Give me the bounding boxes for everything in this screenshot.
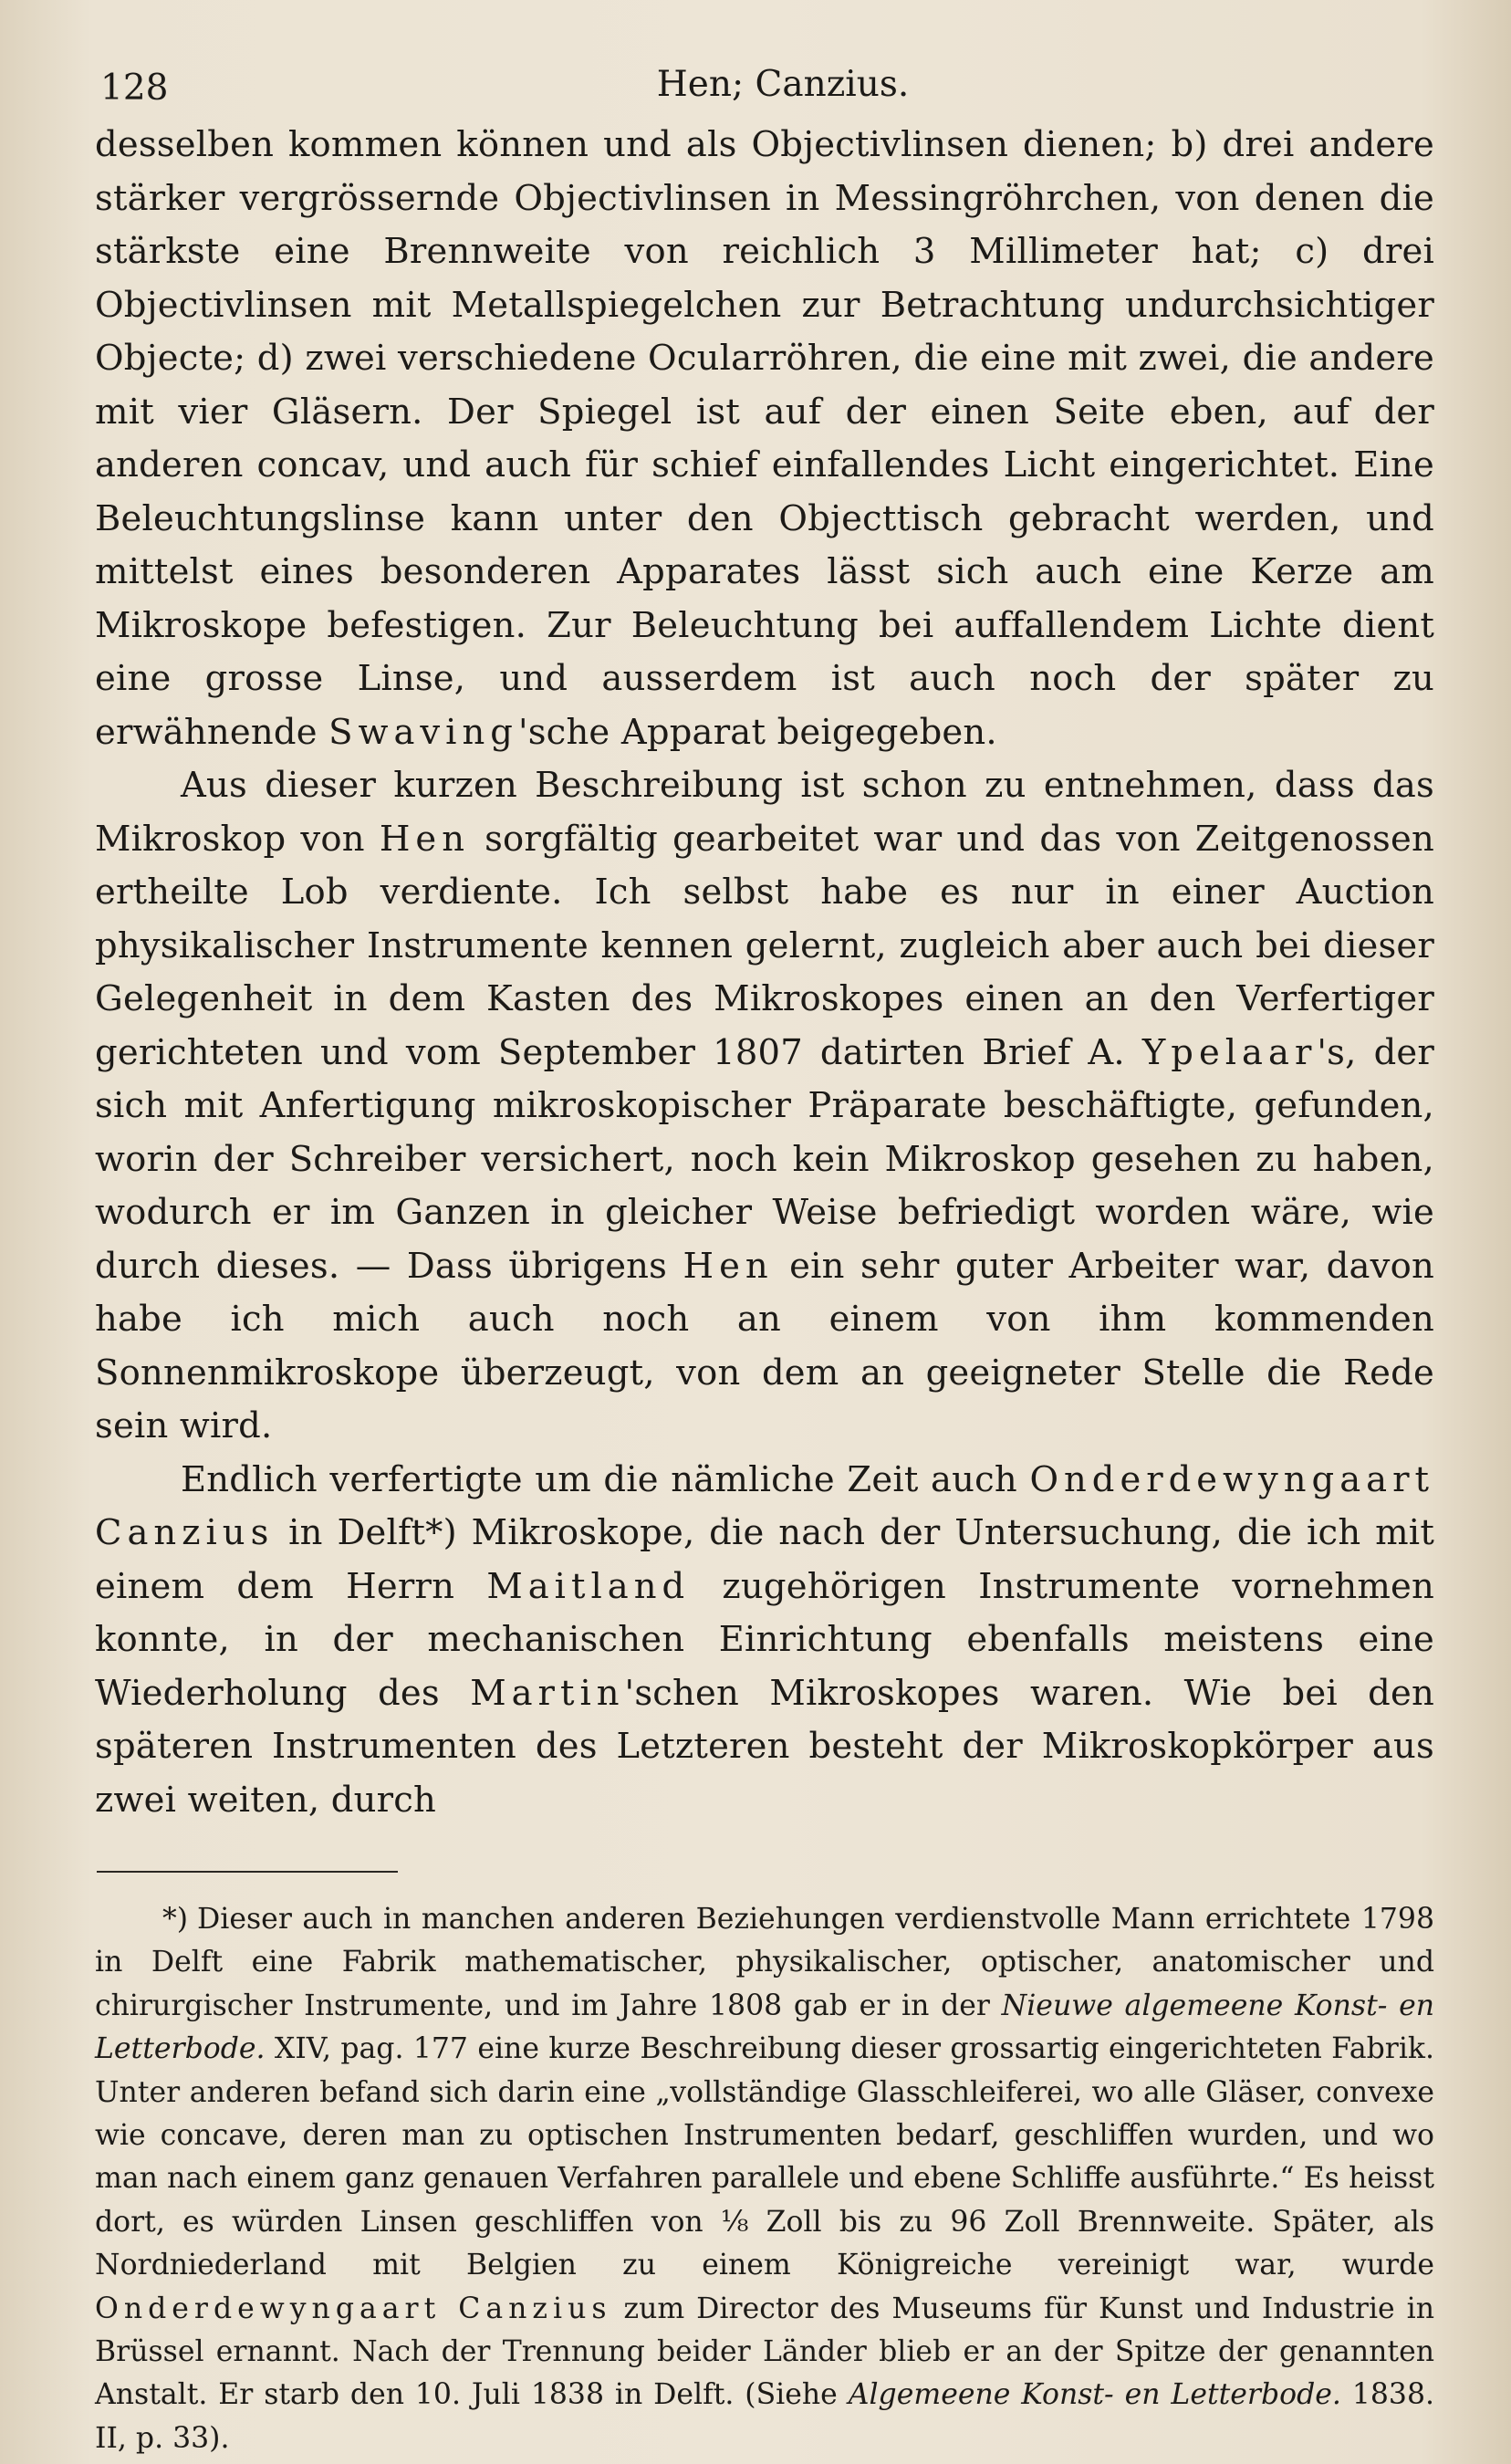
footnote-divider (97, 1871, 398, 1873)
main-text (95, 119, 1434, 1827)
text-run: 'schen Mikroskopes waren. Wie bei den späteren Instrumenten des Letzteren besteht der Mikroskopkörper aus zwei weiten, durch (95, 1672, 1435, 1821)
paragraph-1 (95, 119, 1434, 759)
text-run: desselben kommen können und als Objectivlinsen dienen; b) drei andere stärker vergrössernde Objectivlinsen in Messingröhrchen, von denen die stärkste eine Brennweite von reichlich 3 Millimeter hat; c) drei Objectivlinsen mit Metallspiegelchen zur Betrachtung undurchsichtiger Objecte; d) zwei verschiedene Ocularröhren, die eine mit zwei, die andere mit vier Gläsern. Der Spiegel ist auf der einen Seite eben, auf der anderen concav, und auch für schief einfallendes Licht eingerichtet. Eine Beleuchtungslinse kann unter den Objecttisch gebracht werden, und mittelst eines besonderen Apparates lässt sich auch eine Kerze am Mikroskope befestigen. Zur Beleuchtung bei auffallendem Lichte dient eine grosse Linse, und ausserdem ist auch noch der später zu erwähnende (95, 124, 1434, 753)
text-run: XIV, pag. 177 eine kurze Beschreibung dieser grossartig eingerichteten Fabrik. Unter anderen befand sich darin eine „vollständige Glasschleiferei, wo alle Gläser, convexe wie concave, deren man zu optischen Instrumenten bedarf, geschliffen wurden, und wo man nach einem ganz genauen Verfahren parallele und ebene Schliffe ausführte.“ Es heisst dort, es würden Linsen geschliffen von ⅛ Zoll bis zu 96 Zoll Brennweite. Später, als Nordniederland mit Belgien zu einem Königreiche vereinigt war, wurde (95, 2032, 1434, 2282)
text-run: sorgfältig gearbeitet war und das von Zeitgenossen ertheilte Lob verdiente. Ich selbst habe es nur in einer Auction physikalischer Instrumente kennen gelernt, zugleich aber auch bei dieser Gelegenheit in dem Kasten des Mikroskopes einen an den Verfertiger gerichteten und vom September 1807 datirten Brief A. (95, 818, 1434, 1073)
page-number: 128 (100, 68, 169, 109)
text-run: ein sehr guter Arbeiter war, davon habe ich mich auch noch an einem von ihm kommenden Sonnenmikroskope überzeugt, von dem an geeigneter Stelle die Rede sein wird. (95, 1245, 1434, 1446)
italic-title: Algemeene Konst- en Letterbode. (848, 2378, 1341, 2412)
spaced-name: Ypelaar (1141, 1031, 1318, 1073)
spaced-name: Martin (470, 1672, 625, 1714)
footnote-paragraph (95, 1898, 1434, 2460)
spaced-name: Hen (379, 818, 470, 860)
text-run: 1838. II, p. 33). (95, 2378, 1434, 2455)
spaced-name: Maitland (486, 1565, 691, 1607)
footnote-marker: *) (162, 1903, 189, 1936)
text-run: Aus dieser kurzen Beschreibung ist schon zu entnehmen, dass das Mikroskop von (95, 765, 1434, 860)
text-run: 'sche Apparat beigegeben. (517, 711, 997, 753)
page-header (95, 64, 1434, 119)
text-run: 's, der sich mit Anfertigung mikroskopischer Präparate beschäftigte, gefunden, worin der Schreiber versichert, noch kein Mikroskop gesehen zu haben, wodurch er im Ganzen in gleicher Weise befriedigt worden wäre, wie durch dieses. — Dass übrigens (95, 1031, 1434, 1287)
footnote (95, 1898, 1434, 2460)
text-run: Dieser auch in manchen anderen Beziehungen verdienstvolle Mann errichtete 1798 in Delft eine Fabrik mathematischer, physikalischer, optischer, anatomischer und chirurgischer Instrumente, und im Jahre 1808 gab er in der (95, 1903, 1434, 2022)
text-run: zugehörigen Instrumente vornehmen konnte, in der mechanischen Einrichtung ebenfalls meistens eine Wiederholung des (95, 1565, 1435, 1714)
running-head: Hen; Canzius. (656, 64, 910, 105)
spaced-name: Hen (683, 1245, 774, 1287)
spaced-name: Onderdewyngaart Canzius (95, 2292, 612, 2325)
italic-title: Nieuwe algemeene Konst- en Letterbode. (95, 1989, 1434, 2066)
spaced-name: Onderdewyngaart Canzius (95, 1458, 1434, 1553)
text-run: in Delft*) Mikroskope, die nach der Untersuchung, die ich mit einem dem Herrn (95, 1512, 1434, 1607)
text-run: Endlich verfertigte um die nämliche Zeit auch (181, 1458, 1030, 1500)
paragraph-3 (95, 1454, 1434, 1828)
text-run: zum Director des Museums für Kunst und Industrie in Brüssel ernannt. Nach der Trennung beider Länder blieb er an der Spitze der genannten Anstalt. Er starb den 10. Juli 1838 in Delft. (Siehe (95, 2292, 1434, 2412)
spaced-name: Swaving (328, 711, 518, 753)
paragraph-2 (95, 759, 1434, 1454)
